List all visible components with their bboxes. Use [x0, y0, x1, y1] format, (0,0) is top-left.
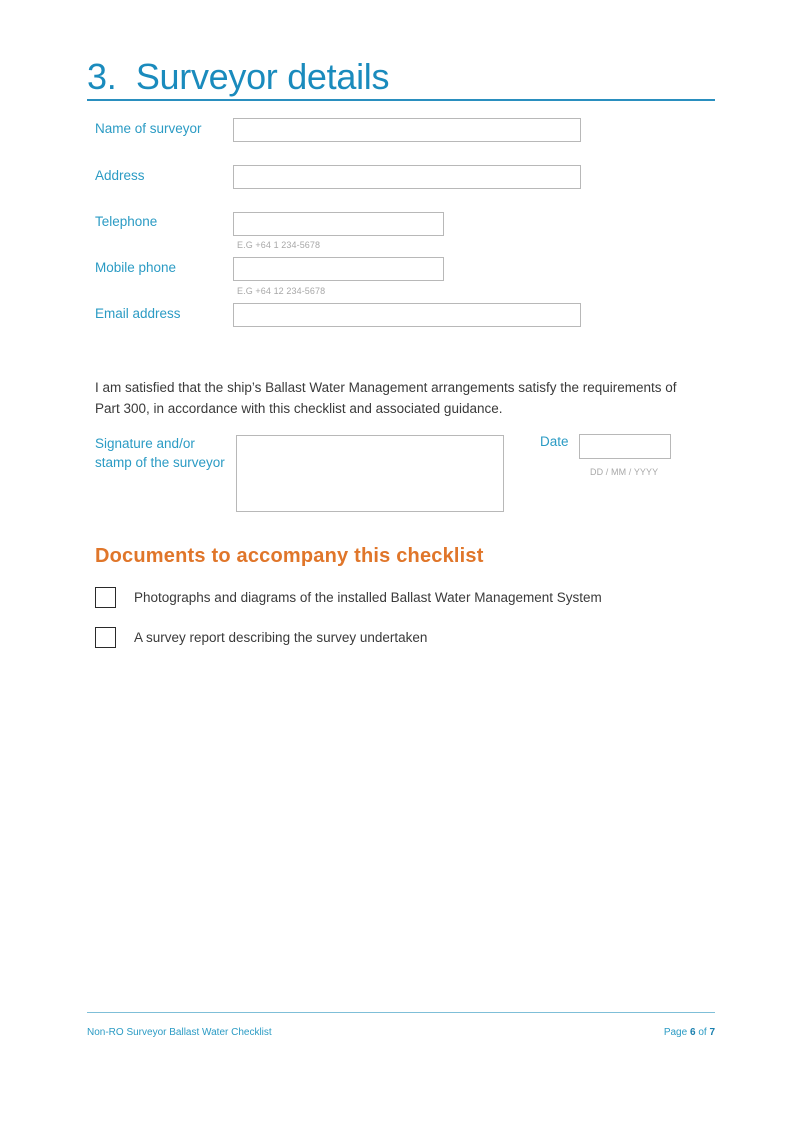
documents-heading: Documents to accompany this checklist — [95, 545, 484, 567]
signature-label-line1: Signature and/or — [95, 436, 195, 451]
telephone-hint: E.G +64 1 234-5678 — [237, 240, 321, 250]
date-label: Date — [540, 434, 569, 449]
email-input[interactable] — [233, 303, 581, 327]
signature-box[interactable] — [236, 435, 504, 512]
page-indicator — [664, 1027, 715, 1038]
address-label: Address — [95, 168, 145, 183]
footer-document-title: Non-RO Surveyor Ballast Water Checklist — [87, 1027, 272, 1038]
date-input[interactable] — [579, 434, 671, 459]
section-title — [87, 56, 389, 98]
page-sep: of — [698, 1027, 707, 1038]
declaration-text: I am satisfied that the ship’s Ballast Water Management arrangements satisfy the requirements of Part 300, in accordance with this checklist and associated guidance. — [95, 380, 677, 416]
email-label: Email address — [95, 306, 181, 321]
signature-label-line2: stamp of the surveyor — [95, 455, 225, 470]
page-current: 6 — [689, 1027, 696, 1038]
page-total: 7 — [709, 1027, 715, 1038]
telephone-input[interactable] — [233, 212, 444, 236]
address-input[interactable] — [233, 165, 581, 189]
page-prefix: Page — [663, 1027, 688, 1038]
checkbox-photographs[interactable] — [95, 587, 116, 608]
mobile-label: Mobile phone — [95, 260, 177, 275]
section-number: 3. — [87, 56, 117, 97]
date-hint: DD / MM / YYYY — [590, 467, 659, 477]
title-divider — [87, 99, 715, 101]
checkbox-survey-report[interactable] — [95, 627, 116, 648]
mobile-hint: E.G +64 12 234-5678 — [237, 286, 326, 296]
section-title-text: Surveyor details — [135, 56, 390, 97]
mobile-input[interactable] — [233, 257, 444, 281]
name-label: Name of surveyor — [95, 121, 202, 136]
footer-divider — [87, 1012, 715, 1013]
signature-label — [95, 434, 225, 472]
name-input[interactable] — [233, 118, 581, 142]
checkbox-survey-report-label: A survey report describing the survey undertaken — [134, 630, 428, 645]
telephone-label: Telephone — [95, 214, 158, 229]
checkbox-photographs-label: Photographs and diagrams of the installed Ballast Water Management System — [134, 590, 602, 605]
